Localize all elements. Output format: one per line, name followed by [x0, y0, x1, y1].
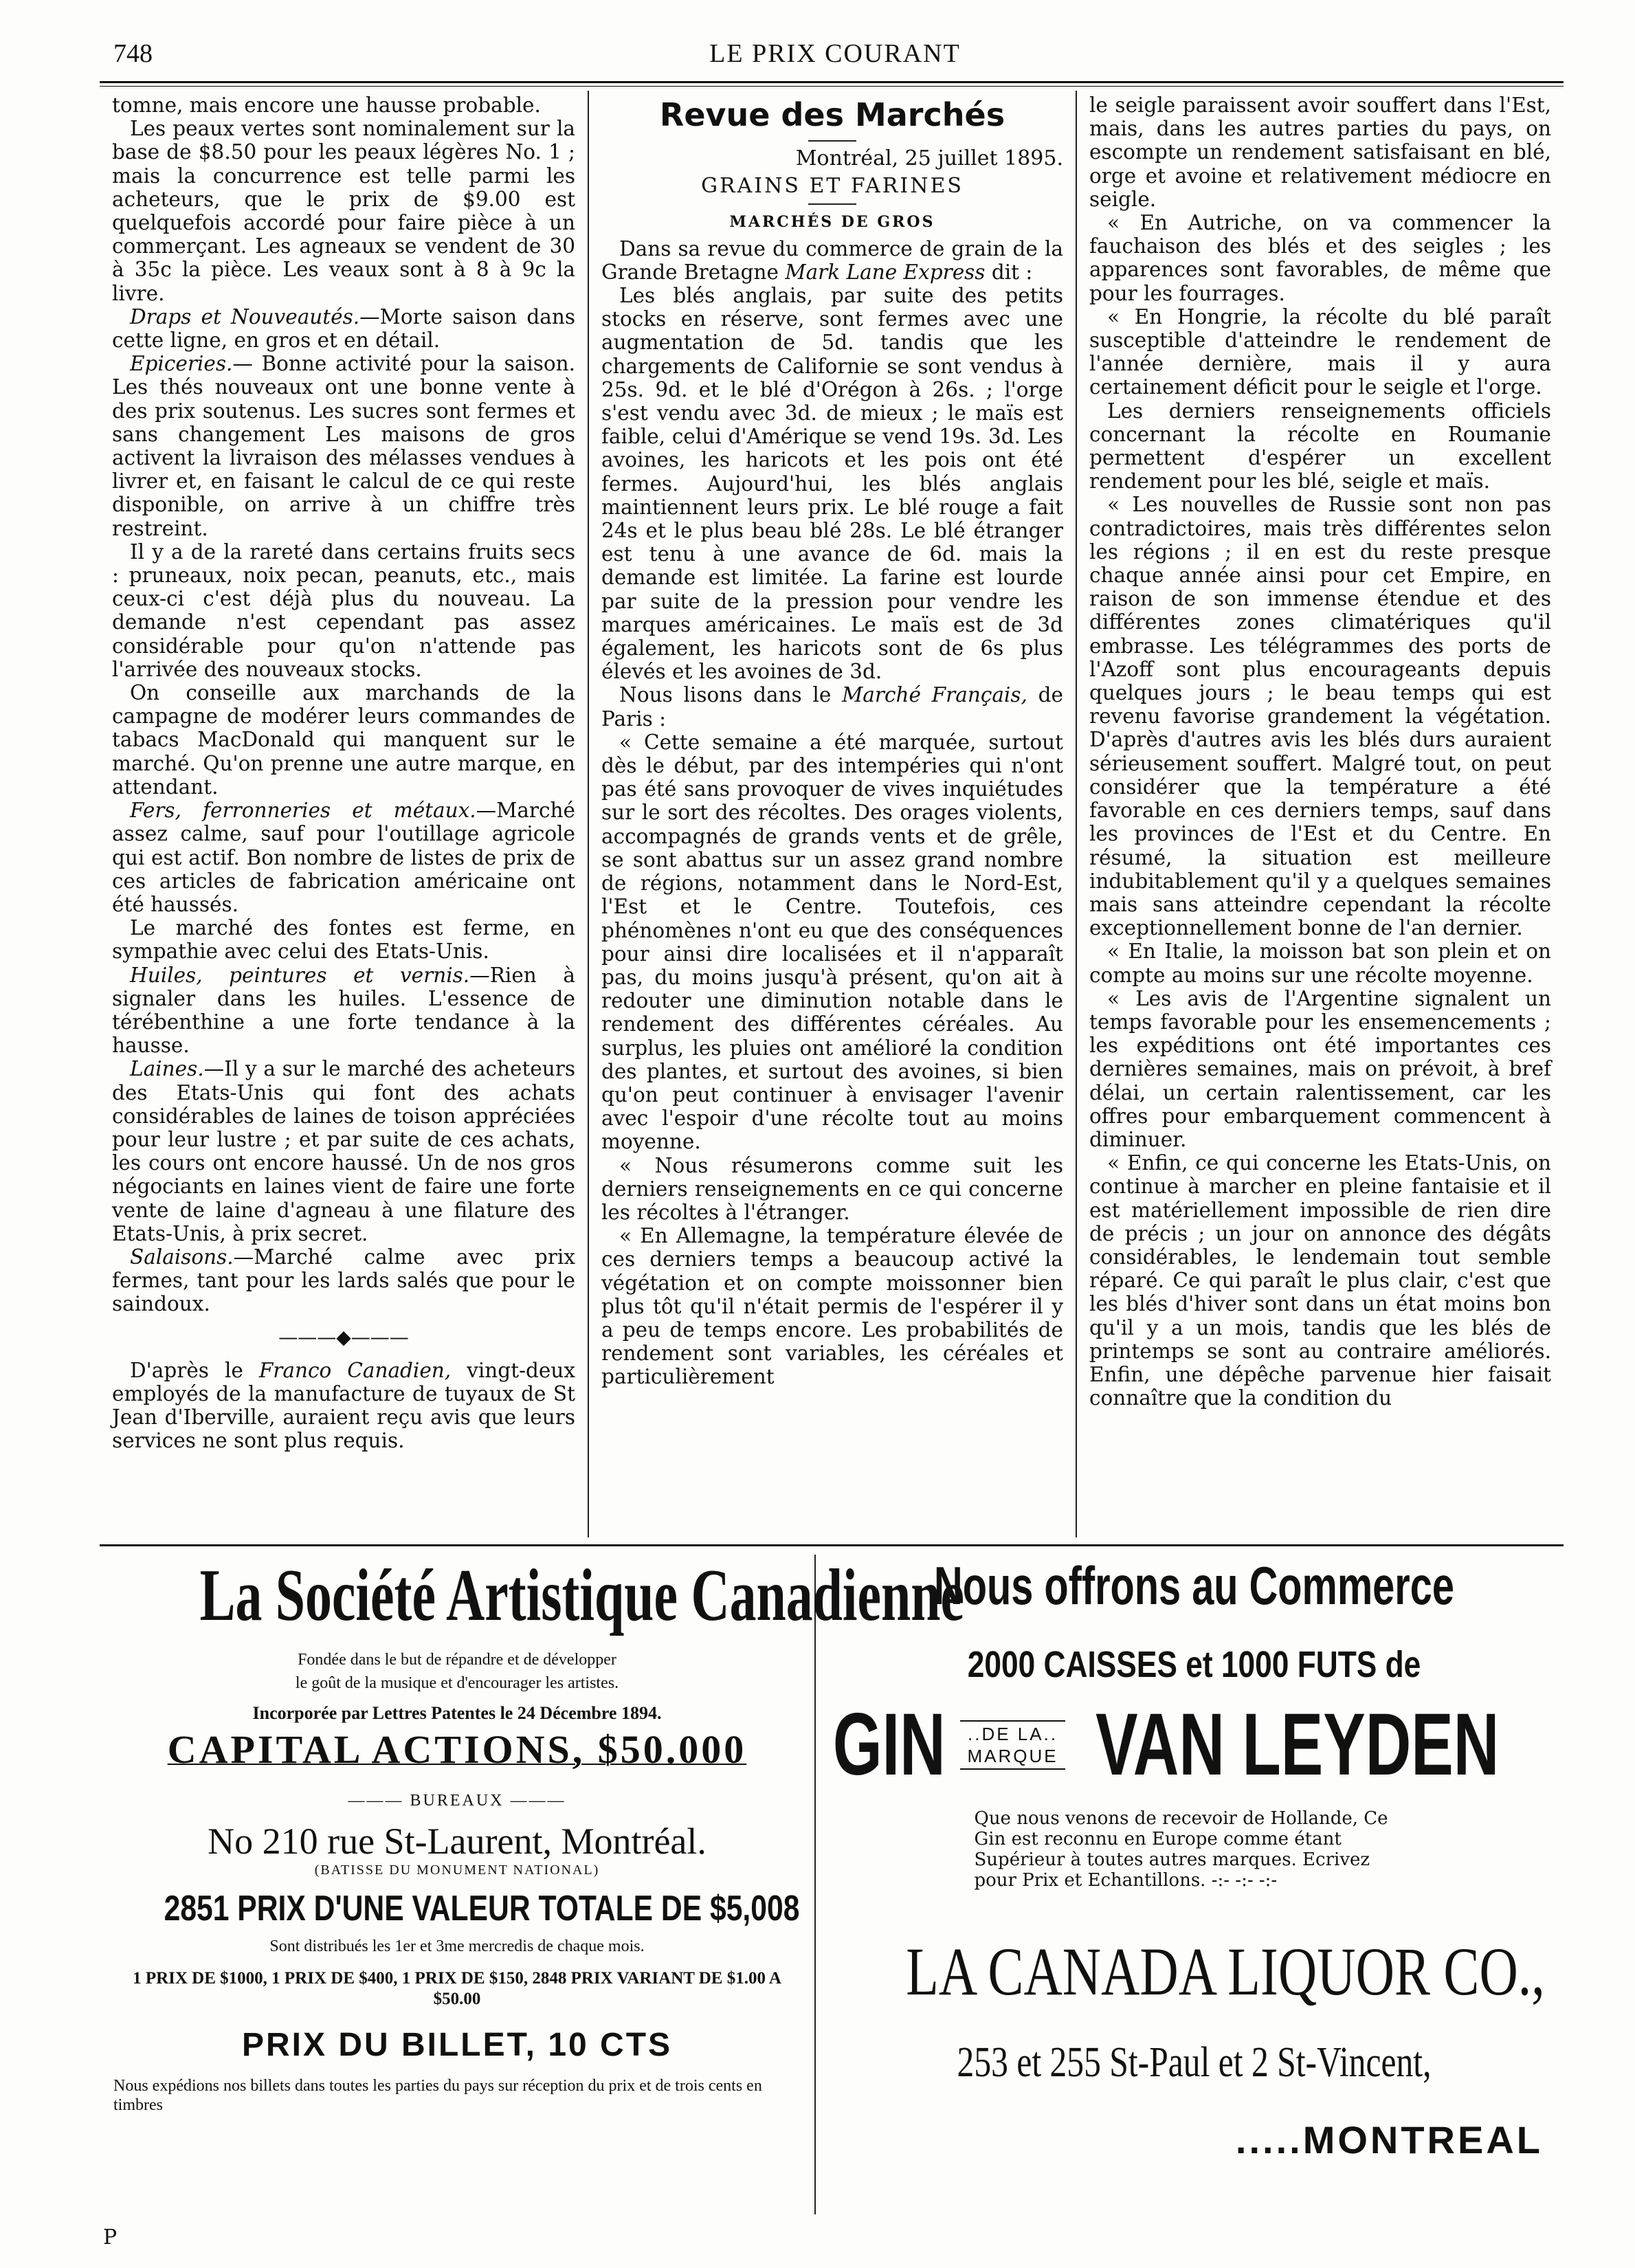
ad-right-company: LA CANADA LIQUOR CO.,	[906, 1933, 1545, 2010]
paragraph-rarete: Il y a de la rareté dans certains fruits secs : pruneaux, noix pecan, peanuts, etc., mais ceux-ci c'est déjà plus du nouveau. La demande n'est cependant pas assez considérable pour qu'on n'attende pas l'arrivée des nouveaux stocks.	[112, 540, 575, 681]
title-rule	[808, 140, 856, 142]
paragraph-italie: « En Italie, la moisson bat son plein et on compte au moins sur une récolte moyenne.	[1089, 940, 1551, 987]
paragraph-franco-canadien: D'après le Franco Canadien, vingt-deux employés de la manufacture de tuyaux de St Jean d'Iberville, auraient reçu avis que leurs services ne sont plus requis.	[112, 1358, 575, 1453]
salaisons-label: Salaisons.	[130, 1245, 234, 1269]
draps-label: Draps et Nouveautés.	[130, 304, 360, 329]
page-number: 748	[113, 39, 153, 68]
paragraph-continuation: tomne, mais encore une hausse probable.	[112, 93, 541, 117]
paragraph-fers: Fers, ferronneries et métaux.—Marché assez calme, sauf pour l'outillage agricole qui est actif. Bon nombre de listes de prix de ces articles de fabrication américaine ont été haussés.	[112, 799, 575, 916]
paragraph-laines: Laines.—Il y a sur le marché des acheteurs des Etats-Unis qui font des achats considérables de laines de toison appréciées pour leur lustre ; et par suite de ces achats, les cours ont encore haussé. Un de nos gros négociants en laines vient de faire une forte vente de laine d'agneau à une filature des Etats-Unis, à prix secret.	[112, 1057, 575, 1245]
column-3	[1076, 91, 1564, 1537]
brand-van-leyden: VAN LEYDEN	[1095, 1696, 1499, 1794]
paragraph-draps: Draps et Nouveautés.—Morte saison dans cette ligne, en gros et en détail.	[112, 304, 576, 353]
page-signature: P	[103, 2225, 118, 2249]
section-heading: GRAINS ET FARINES	[701, 174, 964, 199]
ad-left-shipping-note: Nous expédions nos billets dans toutes les parties du pays sur réception du prix et de trois cents en timbres	[113, 2077, 762, 2114]
ad-canada-liquor	[825, 1555, 1564, 2214]
fers-label: Fers, ferronneries et métaux.	[130, 799, 476, 823]
article-columns	[100, 91, 1564, 1537]
header-rule	[100, 81, 1564, 87]
ad-left-prizes-total: 2851 PRIX D'UNE VALEUR TOTALE DE $5,008	[164, 1889, 800, 1928]
ad-left-prizes-list: 1 PRIX DE $1000, 1 PRIX DE $400, 1 PRIX DE $150, 2848 PRIX VARIANT DE $1.00 A $50.00	[133, 1969, 781, 2008]
ad-right-description: Que nous venons de recevoir de Hollande, Ce Gin est reconnu en Europe comme étant Supérieur à toutes autres marques. Ecrivez pour Prix et Echantillons. -:- -:- -:-	[974, 1808, 1388, 1891]
dateline: Montréal, 25 juillet 1895.	[795, 146, 1063, 170]
article-title: Revue des Marchés	[659, 96, 1005, 133]
paragraph-salaisons: Salaisons.—Marché calme avec prix fermes, tant pour les lards salés que pour le saindoux.	[112, 1245, 575, 1316]
ad-left-address: No 210 rue St-Laurent, Montréal.	[208, 1821, 707, 1862]
paragraph-etats-unis: « Enfin, ce qui concerne les Etats-Unis, on continue à marcher en pleine fantaisie et il est matériellement impossible de rien dire de précis ; un jour on annonce des dégâts considérables, le lendemain tout semble réparé. Ce qui paraît le plus clair, c'est que les blés d'hiver sont dans un état moins bon qu'il y a un mois, tandis que les blés de printemps se sont au contraire améliorés. Enfin, une dépêche parvenue hier faisait connaître que la condition du	[1089, 1151, 1551, 1410]
subsection-heading: MARCHÉS DE GROS	[729, 213, 935, 232]
paragraph-peaux: Les peaux vertes sont nominalement sur la base de $8.50 pour les peaux légères No. 1 ; mais la concurrence est telle parmi les acheteurs, que le prix de $9.00 est quelquefois accordé pour faire pièce à un commerçant. Les agneaux se vendent de 30 à 35c la pièce. Les veaux sont à 8 à 9c la livre.	[112, 117, 575, 305]
section-rule	[808, 203, 856, 205]
paragraph-roumanie: Les derniers renseignements officiels concernant la récolte en Roumanie permettent d'espérer un excellent rendement pour les blé, seigle et maïs.	[1089, 399, 1551, 493]
paragraph-semaine: « Cette semaine a été marquée, surtout dès le début, par des intempéries qui n'ont pas été sans provoquer de vives inquiétudes sur le sort des récoltes. Des orages violents, accompagnés de grands vents et de grêle, se sont abattus sur un assez grand nombre de régions, notamment dans le Nord-Est, l'Est et le Centre. Toutefois, ces phénomènes n'ont eu que des conséquences pour ainsi dire localisées et il n'apparaît pas, du moins jusqu'à présent, qu'on ait à redouter une diminution notable dans le rendement des différentes céréales. Au surplus, les pluies ont amélioré la condition des plantes, et surtout des avoines, si bien qu'on peut continuer à envisager l'avenir avec l'espoir d'une récolte tout au moins moyenne.	[601, 730, 1063, 1154]
paragraph-allemagne: « En Allemagne, la température élevée de ces derniers temps a beaucoup activé la végétation et on compte moissonner bien plus tôt qu'il n'était permis de l'espérer il y a peu de temps encore. Les probabilités de rendement sont variables, les céréales et particulièrement	[601, 1224, 1063, 1389]
paragraph-seigle: le seigle paraissent avoir souffert dans l'Est, mais, dans les autres parties du pays, on escompte un rendement satisfaisant en blé, orge et avoine et relativement médiocre en seigle.	[1089, 93, 1551, 211]
ad-right-brand	[825, 1696, 1564, 1794]
ad-left-bureaux: ——— BUREAUX ———	[348, 1792, 566, 1810]
huiles-label: Huiles, peintures et vernis.	[130, 963, 470, 987]
ad-left-distribution: Sont distribués les 1er et 3me mercredis de chaque mois.	[269, 1937, 645, 1955]
brand-gin: GIN	[832, 1696, 946, 1794]
paragraph-resumerons: « Nous résumerons comme suit les derniers renseignements en ce qui concerne les récoltes à l'étranger.	[601, 1153, 1063, 1224]
paragraph-epiceries: Epiceries.— Bonne activité pour la saison. Les thés nouveaux ont une bonne vente à des prix soutenus. Les sucres sont fermes et sans changement Les maisons de gros activent la livraison des mélasses vendues à livrer et, en faisant le calcul de ce qui reste disponible, on arrive à un chiffre très restreint.	[112, 352, 575, 540]
paragraph-mark-lane: Dans sa revue du commerce de grain de la Grande Bretagne Mark Lane Express dit :	[601, 236, 1063, 284]
paragraph-hongrie: « En Hongrie, la récolte du blé paraît susceptible d'atteindre le rendement de l'année dernière, mais il y aura certainement déficit pour le seigle et l'orge.	[1089, 304, 1551, 399]
paragraph-huiles: Huiles, peintures et vernis.—Rien à signaler dans les huiles. L'essence de térébenthine a une forte tendance à la hausse.	[112, 963, 575, 1058]
running-title: LE PRIX COURANT	[709, 39, 961, 68]
paragraph-marche-francais: Nous lisons dans le Marché Français, de Paris :	[601, 683, 1063, 731]
advertisement-rule	[100, 1544, 1564, 1546]
ad-left-capital: CAPITAL ACTIONS, $50.000	[167, 1727, 747, 1772]
ad-right-title: Nous offrons au Commerce	[934, 1555, 1454, 1616]
ornament-separator: ———◆———	[278, 1325, 409, 1348]
ad-left-incorporated: Incorporée par Lettres Patentes le 24 Décembre 1894.	[252, 1703, 662, 1723]
ad-right-address: 253 et 255 St-Paul et 2 St-Vincent,	[957, 2039, 1432, 2086]
paragraph-russie: « Les nouvelles de Russie sont non pas contradictoires, mais très différentes selon les régions ; il en est du reste presque chaque année ainsi pour cet Empire, en raison de son immense étendue et des différentes zones climatériques qu'il embrasse. Les télégrammes des ports de l'Azoff sont plus encourageants depuis quelques jours ; le beau temps qui est revenu favorise grandement la végétation. D'après d'autres avis les blés durs auraient sérieusement souffert. Malgré tout, on peut considérer que la température a été favorable en ces derniers temps, sauf dans les provinces de l'Est et du Centre. En résumé, la situation est meilleure indubitablement qu'il y a quelques semaines mais sans atteindre cependant la récolte exceptionnellement bonne de l'an dernier.	[1089, 493, 1551, 940]
laines-label: Laines.	[130, 1057, 204, 1081]
column-1	[100, 91, 588, 1537]
brand-de-la-marque: ..DE LA.. MARQUE	[960, 1720, 1065, 1770]
column-2	[588, 91, 1076, 1537]
page-header	[113, 34, 1557, 76]
paragraph-autriche: « En Autriche, on va commencer la fauchaison des blés et des seigles ; les apparences sont favorables, de même que pour les fourrages.	[1089, 211, 1551, 305]
ad-left-purpose-2: le goût de la musique et d'encourager les artistes.	[295, 1674, 619, 1692]
ad-left-purpose-1: Fondée dans le but de répandre et de développer	[298, 1651, 616, 1669]
paragraph-conseille: On conseille aux marchands de la campagne de modérer leurs commandes de tabacs MacDonald qui manquent sur le marché. Qu'on prenne une autre marque, en attendant.	[112, 681, 575, 799]
ad-right-city: .....MONTREAL	[1235, 2118, 1543, 2161]
ad-left-building: (BATISSE DU MONUMENT NATIONAL)	[314, 1863, 600, 1878]
epiceries-label: Epiceries.	[130, 352, 233, 376]
paragraph-bles-anglais: Les blés anglais, par suite des petits stocks en réserve, sont fermes avec une augmentation de 5d. tandis que les chargements de Californie se sont vendus à 25s. 9d. et le blé d'Orégon à 26s. ; l'orge s'est vendu avec 3d. de mieux ; le maïs est faible, celui d'Amérique se vend 19s. 3d. Les avoines, les haricots et les pois ont été fermes. Aujourd'hui, les blés anglais maintiennent leurs prix. Le blé rouge a fait 24s et le plus beau blé 28s. Le blé étranger est tenu à une avance de 6d. mais la demande est limitée. La farine est lourde par suite de la pression pour vendre les marques américaines. Le maïs est de 3d également, les haricots sont de 6s plus élevés et les avoines de 3d.	[601, 284, 1063, 684]
ad-left-title: La Société Artistique Canadienne	[199, 1555, 965, 1636]
ad-left-ticket-price: PRIX DU BILLET, 10 CTS	[241, 2027, 673, 2063]
ad-right-offer: 2000 CAISSES et 1000 FUTS de	[967, 1644, 1421, 1685]
paragraph-argentine: « Les avis de l'Argentine signalent un temps favorable pour les ensemencements ; les expéditions ont été importantes ces dernières semaines, mais on prévoit, à bref délai, un certain ralentissement, car les offres pour embarquement commencent à diminuer.	[1089, 986, 1551, 1151]
paragraph-fontes: Le marché des fontes est ferme, en sympathie avec celui des Etats-Unis.	[112, 916, 575, 964]
